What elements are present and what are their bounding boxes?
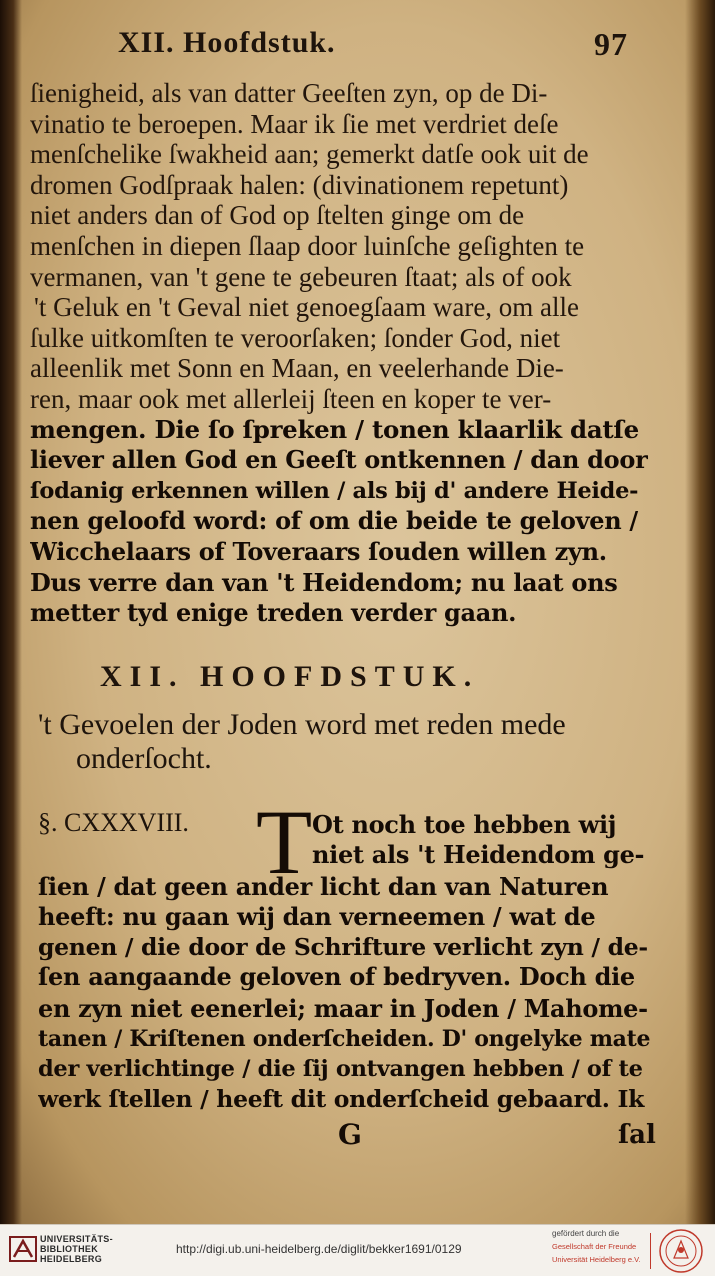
- text-line: vinatio te beroepen. Maar ik ſie met verdriet deſe: [30, 108, 559, 139]
- text-line: en zyn niet eenerlei; maar in Joden / Mahome-: [38, 994, 648, 1023]
- text-line: ſodanig erkennen willen / als bij d' andere Heide-: [30, 477, 639, 504]
- text-line: 't Geluk en 't Geval niet genoegſaam ware, om alle: [34, 292, 580, 323]
- library-name: [40, 1234, 113, 1264]
- page-right-edge: [685, 0, 715, 1224]
- text-line: niet anders dan of God op ſtelten ginge om de: [30, 200, 525, 231]
- running-head-title: XII. Hoofdstuk.: [118, 26, 336, 59]
- permalink-url[interactable]: http://digi.ub.uni-heidelberg.de/diglit/bekker1691/0129: [176, 1242, 462, 1256]
- text-line: metter tyd enige treden verder gaan.: [30, 598, 517, 628]
- university-seal-icon: [658, 1228, 704, 1274]
- catchword: ſal: [618, 1120, 656, 1150]
- sponsor-intro: gefördert durch die: [552, 1229, 620, 1238]
- text-line: mengen. Die ſo ſpreken / tonen klaarlik datſe: [30, 414, 639, 444]
- text-line: nen geloofd word: of om die beide te geloven /: [30, 506, 638, 536]
- text-line: dromen Godſpraak halen: (divinationem repetunt): [30, 169, 569, 200]
- text-line: menſchen in diepen ſlaap door luinſche geſighten te: [30, 231, 585, 261]
- text-line: ſulke uitkomſten te veroorſaken; ſonder God, niet: [30, 322, 561, 353]
- dropcap-letter: T: [256, 791, 313, 893]
- page-left-edge: [0, 0, 22, 1224]
- text-line: werk ſtellen / heeft dit onderſcheid gebaard. Ik: [38, 1085, 645, 1113]
- sponsor-name-line: Gesellschaft der Freunde: [552, 1242, 637, 1251]
- sponsor-divider: [650, 1233, 651, 1269]
- text-line: alleenlik met Sonn en Maan, en veelerhande Die-: [30, 353, 564, 384]
- text-line: vermanen, van 't gene te gebeuren ſtaat; als of ook: [30, 261, 572, 292]
- chapter-heading: XII. HOOFDSTUK.: [100, 660, 480, 693]
- text-line: tanen / Kriſtenen onderſcheiden. D' ongelyke mate: [38, 1026, 651, 1052]
- text-line: liever allen God en Geeſt ontkennen / dan door: [30, 445, 648, 475]
- text-line: genen / die door de Schrifture verlicht zyn / de-: [38, 933, 648, 961]
- text-line: menſchelike ſwakheid aan; gemerkt datſe ook uit de: [30, 139, 589, 170]
- viewer-footer: [0, 1224, 715, 1276]
- chapter-summary-line: 't Gevoelen der Joden word met reden mede: [38, 708, 566, 741]
- text-line: Ot noch toe hebben wij: [312, 810, 617, 839]
- chapter-summary-line: onderſocht.: [76, 742, 212, 775]
- section-mark: §. CXXXVIII.: [38, 808, 189, 837]
- text-line: heeft: nu gaan wij dan verneemen / wat de: [38, 902, 596, 931]
- university-library-logo-icon: [8, 1233, 38, 1265]
- page-number: 97: [594, 26, 628, 62]
- text-line: Dus verre dan van 't Heidendom; nu laat ons: [30, 567, 618, 597]
- library-name-line: UNIVERSITÄTS-: [40, 1234, 113, 1244]
- library-name-line: HEIDELBERG: [40, 1254, 103, 1264]
- sponsor-name-line: Universität Heidelberg e.V.: [552, 1255, 641, 1264]
- text-line: ſien / dat geen ander licht dan van Naturen: [38, 872, 609, 901]
- text-line: ſen aangaande geloven of bedryven. Doch die: [38, 962, 635, 991]
- text-line: Wicchelaars of Toveraars ſouden willen zyn.: [30, 537, 607, 566]
- signature-mark: G: [338, 1118, 362, 1151]
- sponsor-block: [552, 1229, 662, 1264]
- library-name-line: BIBLIOTHEK: [40, 1244, 98, 1254]
- text-line: ren, maar ook met allerleij ſteen en koper te ver-: [30, 384, 552, 414]
- text-line: ſienigheid, als van datter Geeſten zyn, op de Di-: [30, 78, 548, 108]
- text-line: der verlichtinge / die ſij ontvangen hebben / of te: [38, 1056, 643, 1082]
- text-line: niet als 't Heidendom ge-: [312, 840, 645, 869]
- running-head: [118, 26, 658, 66]
